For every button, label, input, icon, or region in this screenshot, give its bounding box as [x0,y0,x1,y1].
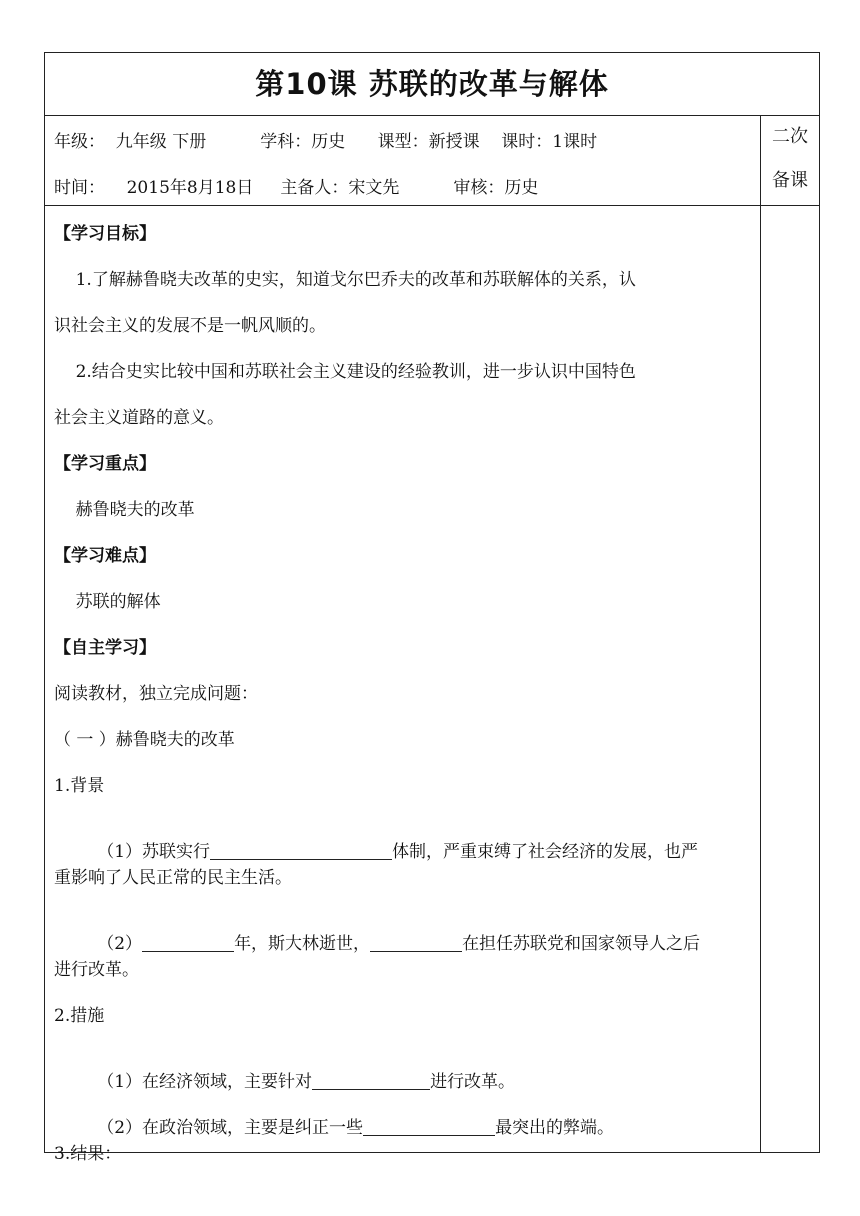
goal-2-line-a: 2.结合史实比较中国和苏联社会主义建设的经验教训，进一步认识中国特色 [54,362,636,382]
fill-blank-economy[interactable] [312,1071,430,1090]
read-prompt: 阅读教材，独立完成问题： [54,684,258,704]
goals-heading: 【学习目标】 [54,224,156,244]
self-study-heading: 【自主学习】 [54,638,156,658]
result-heading: 3.结果： [54,1144,122,1164]
column-divider [760,115,761,1152]
difficult-points-text: 苏联的解体 [54,592,161,612]
bg1-suffix: 体制，严重束缚了社会经济的发展，也严 [392,842,699,862]
key-points-text: 赫鲁晓夫的改革 [54,500,195,520]
fill-blank-politics[interactable] [363,1117,495,1136]
bg2-suffix: 在担任苏联党和国家领导人之后 [462,934,701,954]
fill-blank-leader[interactable] [370,933,462,952]
m2-suffix: 最突出的弊端。 [495,1118,615,1138]
lesson-plan-table [44,52,820,1164]
goal-1-line-b: 识社会主义的发展不是一帆风顺的。 [54,316,326,336]
background-item-2 [54,909,700,974]
difficult-points-heading: 【学习难点】 [54,546,156,566]
page-title: 第10课 苏联的改革与解体 [45,53,819,116]
info-line-time: 时间： 2015年8月18日 主备人：宋文先 审核：历史 [54,178,539,198]
goal-1-line-a: 1.了解赫鲁晓夫改革的史实，知道戈尔巴乔夫的改革和苏联解体的关系，认 [54,270,636,290]
side-label-line2: 备课 [772,170,808,191]
background-item-2-cont: 进行改革。 [54,960,139,980]
bg2-prefix: （2） [86,934,143,954]
bg1-prefix: （1）苏联实行 [86,842,211,862]
fill-blank-system[interactable] [210,841,392,860]
background-heading: 1.背景 [54,776,105,796]
m2-prefix: （2）在政治领域，主要是纠正一些 [86,1118,364,1138]
background-item-1-cont: 重影响了人民正常的民主生活。 [54,868,292,888]
m1-suffix: 进行改革。 [430,1072,516,1092]
second-prep-label [761,115,819,205]
info-line-grade: 年级： 九年级 下册 学科：历史 课型：新授课 课时：1课时 [54,132,598,152]
bg2-middle: 年，斯大林逝世， [234,934,371,954]
side-label-line1: 二次 [772,126,808,147]
measures-heading: 2.措施 [54,1006,105,1026]
key-points-heading: 【学习重点】 [54,454,156,474]
fill-blank-year[interactable] [142,933,234,952]
m1-prefix: （1）在经济领域，主要针对 [86,1072,313,1092]
measures-item-2 [54,1093,614,1158]
info-row [45,115,819,206]
part-1-title: （ 一 ）赫鲁晓夫的改革 [54,730,235,750]
goal-2-line-b: 社会主义道路的意义。 [54,408,224,428]
